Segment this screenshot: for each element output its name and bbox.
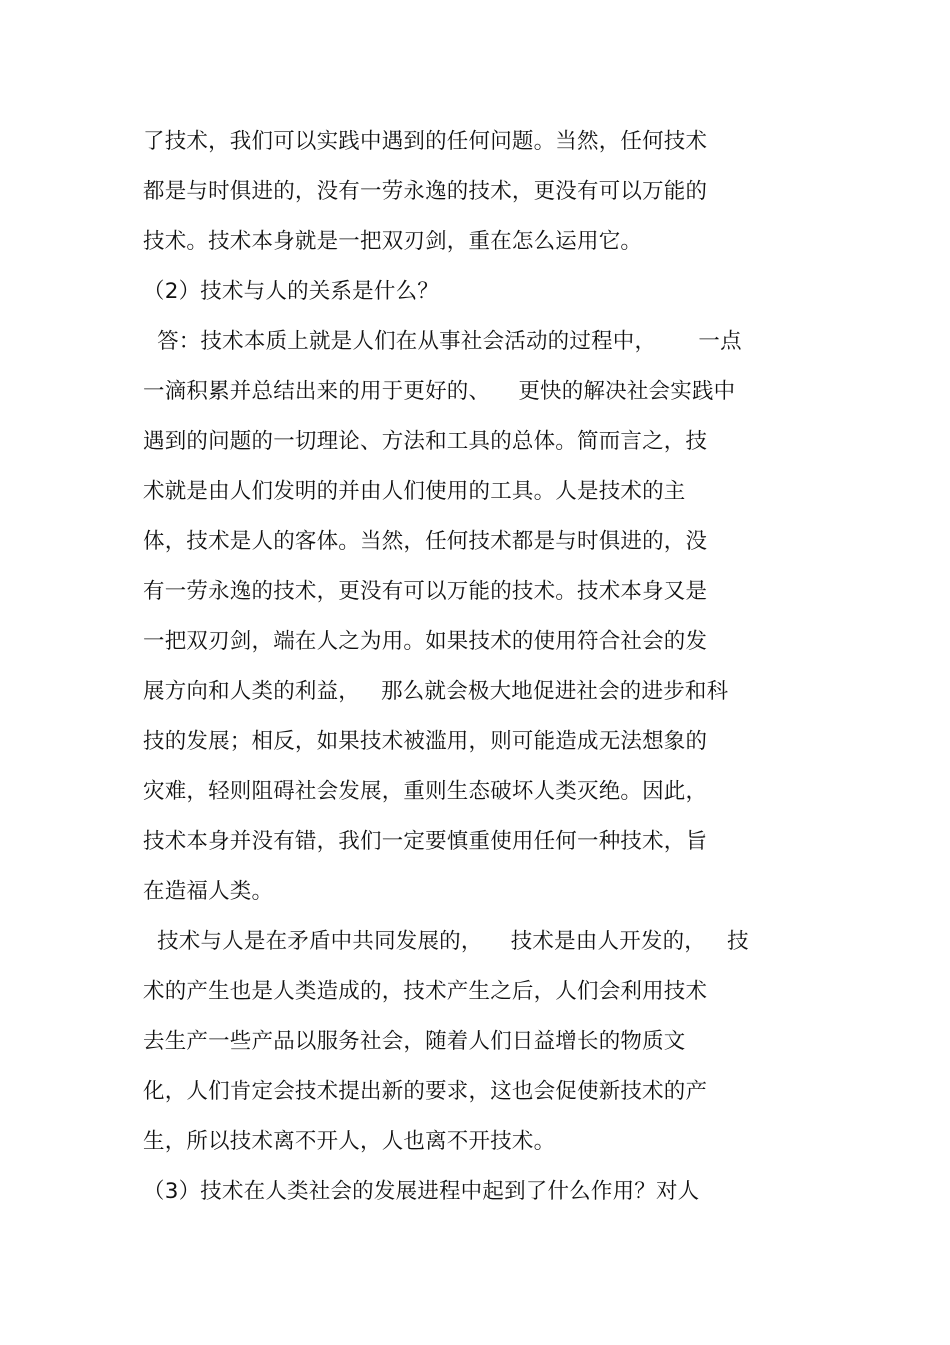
text-line: 术就是由人们发明的并由人们使用的工具。人是技术的主 <box>143 479 686 504</box>
text-line: 了技术，我们可以实践中遇到的任何问题。当然，任何技术 <box>143 129 708 154</box>
text-line: 在造福人类。 <box>143 879 274 904</box>
text-line: 生，所以技术离不开人，人也离不开技术。 <box>143 1129 556 1154</box>
text-line: 体，技术是人的客体。当然，任何技术都是与时俱进的，没 <box>143 529 708 554</box>
text-line: 技术本身并没有错，我们一定要慎重使用任何一种技术，旨 <box>143 829 708 854</box>
text-line: 灾难，轻则阻碍社会发展，重则生态破坏人类灭绝。因此， <box>143 779 708 804</box>
text-line: 化，人们肯定会技术提出新的要求，这也会促使新技术的产 <box>143 1079 708 1104</box>
question-heading: （2）技术与人的关系是什么？ <box>143 279 439 304</box>
text-line: 技术。技术本身就是一把双刃剑，重在怎么运用它。 <box>143 229 643 254</box>
text-line: 一滴积累并总结出来的用于更好的、 更快的解决社会实践中 <box>143 379 736 404</box>
text-line: 遇到的问题的一切理论、方法和工具的总体。简而言之，技 <box>143 429 708 454</box>
text-line: 技的发展；相反，如果技术被滥用，则可能造成无法想象的 <box>143 729 708 754</box>
question-heading: （3）技术在人类社会的发展进程中起到了什么作用？对人 <box>143 1179 700 1204</box>
text-line: 技术与人是在矛盾中共同发展的， 技术是由人开发的， 技 <box>143 929 749 954</box>
text-line: 展方向和人类的利益， 那么就会极大地促进社会的进步和科 <box>143 679 729 704</box>
text-line: 术的产生也是人类造成的，技术产生之后，人们会利用技术 <box>143 979 708 1004</box>
text-line: 都是与时俱进的，没有一劳永逸的技术，更没有可以万能的 <box>143 179 708 204</box>
text-line: 一把双刃剑，端在人之为用。如果技术的使用符合社会的发 <box>143 629 708 654</box>
text-line: 答：技术本质上就是人们在从事社会活动的过程中， 一点 <box>143 329 742 354</box>
text-line: 有一劳永逸的技术，更没有可以万能的技术。技术本身又是 <box>143 579 708 604</box>
text-line: 去生产一些产品以服务社会，随着人们日益增长的物质文 <box>143 1029 686 1054</box>
